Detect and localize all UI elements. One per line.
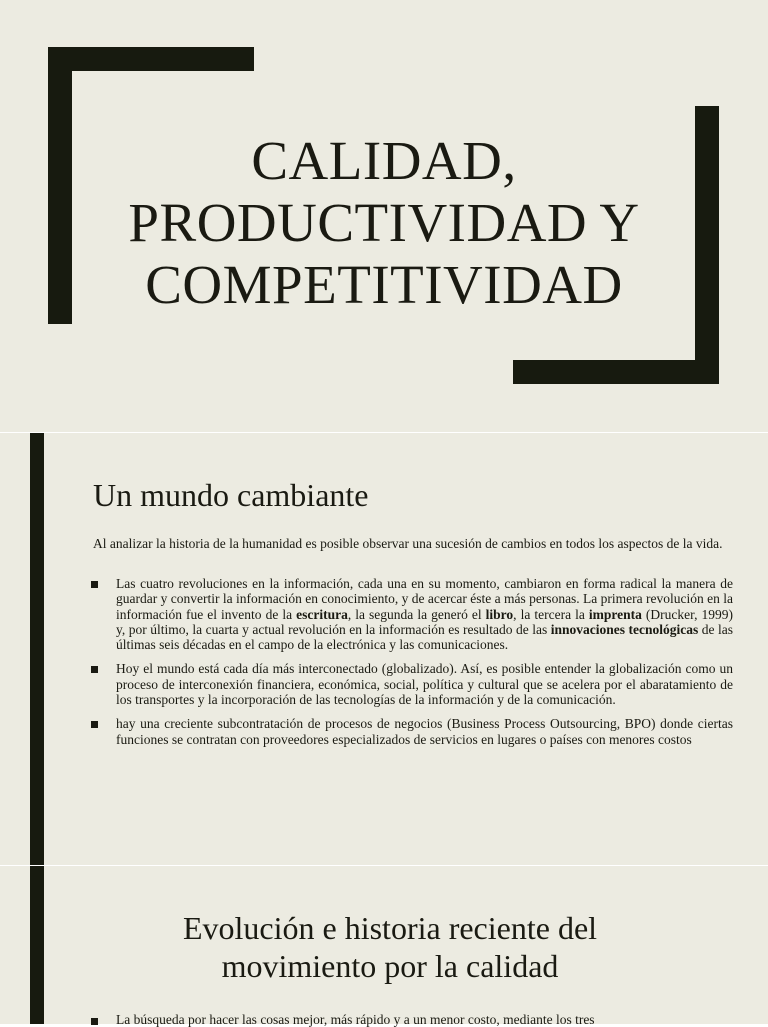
slide-title-line-1: CALIDAD, (251, 130, 517, 191)
slide-heading (100, 909, 680, 985)
frame-bottom-right-horizontal-bar (513, 360, 719, 384)
bullet-text: , la tercera la (513, 606, 589, 622)
slide-heading-line-2: movimiento por la calidad (221, 948, 559, 984)
bold-term-imprenta: imprenta (588, 606, 642, 622)
frame-top-left-vertical-bar (48, 47, 72, 324)
bullet-text: Hoy el mundo está cada día más interconectado (globalizado). Así, es posible entender la globalización como un proceso de interconexión financiera, económica, social, política y cultural que se acelera por el abaratamiento de los transportes y la incorporación de las tecnologías de la información y de la comunicación. (116, 661, 733, 708)
list-item (88, 576, 733, 652)
bold-term-libro: libro (485, 606, 514, 622)
bullet-text: La búsqueda por hacer las cosas mejor, más rápido y a un menor costo, mediante los tres (116, 1012, 595, 1027)
square-bullet-icon (91, 666, 98, 673)
list-item (88, 1012, 733, 1027)
list-item (88, 716, 733, 747)
frame-bottom-right-vertical-bar (695, 106, 719, 383)
intro-paragraph: Al analizar la historia de la humanidad es posible observar una sucesión de cambios en todos los aspectos de la vida. (93, 536, 723, 551)
slide-title-line-2: PRODUCTIVIDAD Y (128, 192, 640, 253)
title-slide (0, 0, 768, 432)
bullet-text: de las últimas seis décadas en el campo de la electrónica y las comunicaciones. (116, 621, 733, 653)
bullet-text: (Drucker, 1999) y, por último, la cuarta y actual revolución en la información es resultado de las (116, 606, 733, 637)
bullet-text: hay una creciente subcontratación de procesos de negocios (Business Process Outsourcing, BPO) donde ciertas funciones se contratan con proveedores especializados de servicios en lugares o países con menores costos (116, 716, 733, 747)
slide-heading: Un mundo cambiante (93, 477, 369, 513)
left-accent-bar (30, 866, 44, 1024)
slide-heading-line-1: Evolución e historia reciente del (182, 910, 598, 946)
bullet-text: Las cuatro revoluciones en la información, cada una en su momento, cambiaron en forma radical la manera de guardar y convertir la información en conocimiento, y de acercar éste a más personas. La primera revolución en la información fue el invento de la (116, 576, 733, 622)
bullet-list (88, 576, 733, 756)
bold-term-innovaciones: innovaciones tecnológicas (550, 621, 699, 637)
bullet-text: , la segunda la generó el (347, 606, 486, 622)
list-item (88, 661, 733, 707)
square-bullet-icon (91, 581, 98, 588)
frame-top-left-horizontal-bar (48, 47, 254, 71)
bold-term-escritura: escritura (296, 606, 348, 622)
square-bullet-icon (91, 721, 98, 728)
slide-title (80, 130, 688, 316)
slide-title-line-3: COMPETITIVIDAD (145, 254, 623, 315)
left-accent-bar (30, 433, 44, 865)
